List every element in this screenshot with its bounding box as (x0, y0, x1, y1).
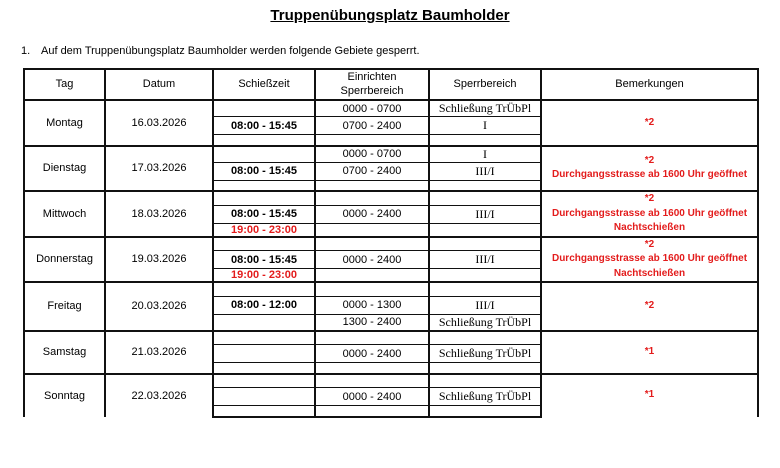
setup-period-cell: 0000 - 0700 (315, 100, 429, 117)
remark-line: Nachtschießen (613, 267, 686, 279)
remarks-cell (541, 374, 758, 417)
setup-period-cell (315, 191, 429, 205)
day-row-freitag (24, 282, 758, 331)
day-cell: Sonntag (24, 374, 105, 417)
restricted-area-cell: III/I (429, 205, 541, 223)
shooting-time-cell: 08:00 - 15:45 (213, 162, 315, 180)
restricted-area-cell (429, 191, 541, 205)
restricted-area-cell (429, 282, 541, 296)
intro-line (21, 45, 780, 57)
restricted-area-cell: I (429, 117, 541, 135)
remarks-cell (541, 146, 758, 192)
remark-line: *2 (644, 238, 655, 250)
column-header-schiesszeit: Schießzeit (213, 69, 315, 100)
shooting-time-cell (213, 282, 315, 296)
setup-period-cell (315, 374, 429, 388)
day-cell: Samstag (24, 331, 105, 374)
setup-period-cell (315, 269, 429, 283)
shooting-time-cell (213, 388, 315, 406)
shooting-time-cell: 08:00 - 15:45 (213, 251, 315, 269)
date-cell: 22.03.2026 (105, 374, 213, 417)
shooting-time-cell (213, 406, 315, 417)
setup-period-cell: 0000 - 2400 (315, 205, 429, 223)
date-cell: 18.03.2026 (105, 191, 213, 237)
setup-period-cell (315, 406, 429, 417)
column-header-bemerkungen: Bemerkungen (541, 69, 758, 100)
remarks-cell (541, 237, 758, 283)
setup-period-cell (315, 223, 429, 237)
setup-period-cell: 0000 - 0700 (315, 146, 429, 163)
shooting-time-cell (213, 374, 315, 388)
shooting-time-cell (213, 331, 315, 345)
day-cell: Mittwoch (24, 191, 105, 237)
restricted-area-cell (429, 180, 541, 191)
day-row-samstag (24, 331, 758, 374)
day-row-montag (24, 100, 758, 146)
setup-period-cell (315, 135, 429, 146)
day-cell: Freitag (24, 282, 105, 331)
date-cell: 17.03.2026 (105, 146, 213, 192)
setup-period-cell (315, 363, 429, 374)
restricted-area-cell (429, 135, 541, 146)
column-header-sperrbereich: Sperrbereich (429, 69, 541, 100)
setup-period-cell (315, 180, 429, 191)
intro-text: Auf dem Truppenübungsplatz Baumholder werden folgende Gebiete gesperrt. (41, 45, 420, 57)
restricted-area-cell: Schließung TrÜbPl (429, 100, 541, 117)
remark-line: *2 (644, 116, 655, 128)
remark-line: Nachtschießen (613, 222, 686, 233)
shooting-time-cell (213, 100, 315, 117)
shooting-time-cell (213, 146, 315, 163)
restricted-area-cell: III/I (429, 251, 541, 269)
day-cell: Donnerstag (24, 237, 105, 283)
setup-period-cell: 0700 - 2400 (315, 117, 429, 135)
shooting-time-cell (213, 345, 315, 363)
shooting-time-cell (213, 135, 315, 146)
date-cell: 21.03.2026 (105, 331, 213, 374)
day-row-donnerstag (24, 237, 758, 283)
remark-line: Durchgangsstrasse ab 1600 Uhr geöffnet (551, 253, 748, 264)
shooting-time-cell (213, 237, 315, 251)
column-header-einrichten-sperrbereich: Einrichten Sperrbereich (315, 69, 429, 100)
setup-period-cell: 0000 - 2400 (315, 345, 429, 363)
setup-period-cell (315, 331, 429, 345)
restricted-area-cell (429, 406, 541, 417)
setup-period-cell: 0000 - 1300 (315, 296, 429, 314)
schedule-table (23, 68, 759, 418)
shooting-time-cell: 08:00 - 12:00 (213, 296, 315, 314)
shooting-time-cell (213, 191, 315, 205)
remarks-cell (541, 100, 758, 146)
restricted-area-cell: III/I (429, 162, 541, 180)
remarks-cell (541, 191, 758, 237)
remark-line: Durchgangsstrasse ab 1600 Uhr geöffnet (551, 207, 748, 219)
restricted-area-cell: I (429, 146, 541, 163)
setup-period-cell: 0700 - 2400 (315, 162, 429, 180)
day-cell: Dienstag (24, 146, 105, 192)
shooting-time-cell (213, 180, 315, 191)
setup-period-cell (315, 282, 429, 296)
shooting-time-cell: 19:00 - 23:00 (213, 269, 315, 283)
setup-period-cell: 1300 - 2400 (315, 314, 429, 331)
remarks-cell (541, 282, 758, 331)
restricted-area-cell: Schließung TrÜbPl (429, 345, 541, 363)
remark-line: Durchgangsstrasse ab 1600 Uhr geöffnet (551, 169, 748, 181)
setup-period-cell: 0000 - 2400 (315, 388, 429, 406)
setup-period-cell: 0000 - 2400 (315, 251, 429, 269)
restricted-area-cell (429, 269, 541, 283)
day-cell: Montag (24, 100, 105, 146)
remark-line: *1 (644, 389, 655, 401)
shooting-time-cell: 08:00 - 15:45 (213, 117, 315, 135)
shooting-time-cell (213, 314, 315, 331)
day-row-sonntag (24, 374, 758, 417)
remark-line: *2 (644, 193, 655, 204)
schedule-table-header (24, 69, 758, 100)
setup-period-cell (315, 237, 429, 251)
shooting-time-cell: 19:00 - 23:00 (213, 223, 315, 237)
shooting-time-cell: 08:00 - 15:45 (213, 205, 315, 223)
column-header-tag: Tag (24, 69, 105, 100)
day-row-mittwoch (24, 191, 758, 237)
restricted-area-cell: Schließung TrÜbPl (429, 314, 541, 331)
date-cell: 16.03.2026 (105, 100, 213, 146)
page-title: Truppenübungsplatz Baumholder (270, 7, 510, 24)
restricted-area-cell (429, 363, 541, 374)
shooting-time-cell (213, 363, 315, 374)
date-cell: 19.03.2026 (105, 237, 213, 283)
remark-line: *2 (644, 300, 655, 311)
restricted-area-cell (429, 237, 541, 251)
restricted-area-cell: III/I (429, 296, 541, 314)
restricted-area-cell (429, 223, 541, 237)
restricted-area-cell (429, 374, 541, 388)
column-header-datum: Datum (105, 69, 213, 100)
remark-line: *1 (644, 345, 655, 357)
intro-item-number: 1. (21, 45, 31, 57)
restricted-area-cell (429, 331, 541, 345)
day-row-dienstag (24, 146, 758, 192)
remark-line: *2 (644, 154, 655, 166)
remarks-cell (541, 331, 758, 374)
restricted-area-cell: Schließung TrÜbPl (429, 388, 541, 406)
date-cell: 20.03.2026 (105, 282, 213, 331)
